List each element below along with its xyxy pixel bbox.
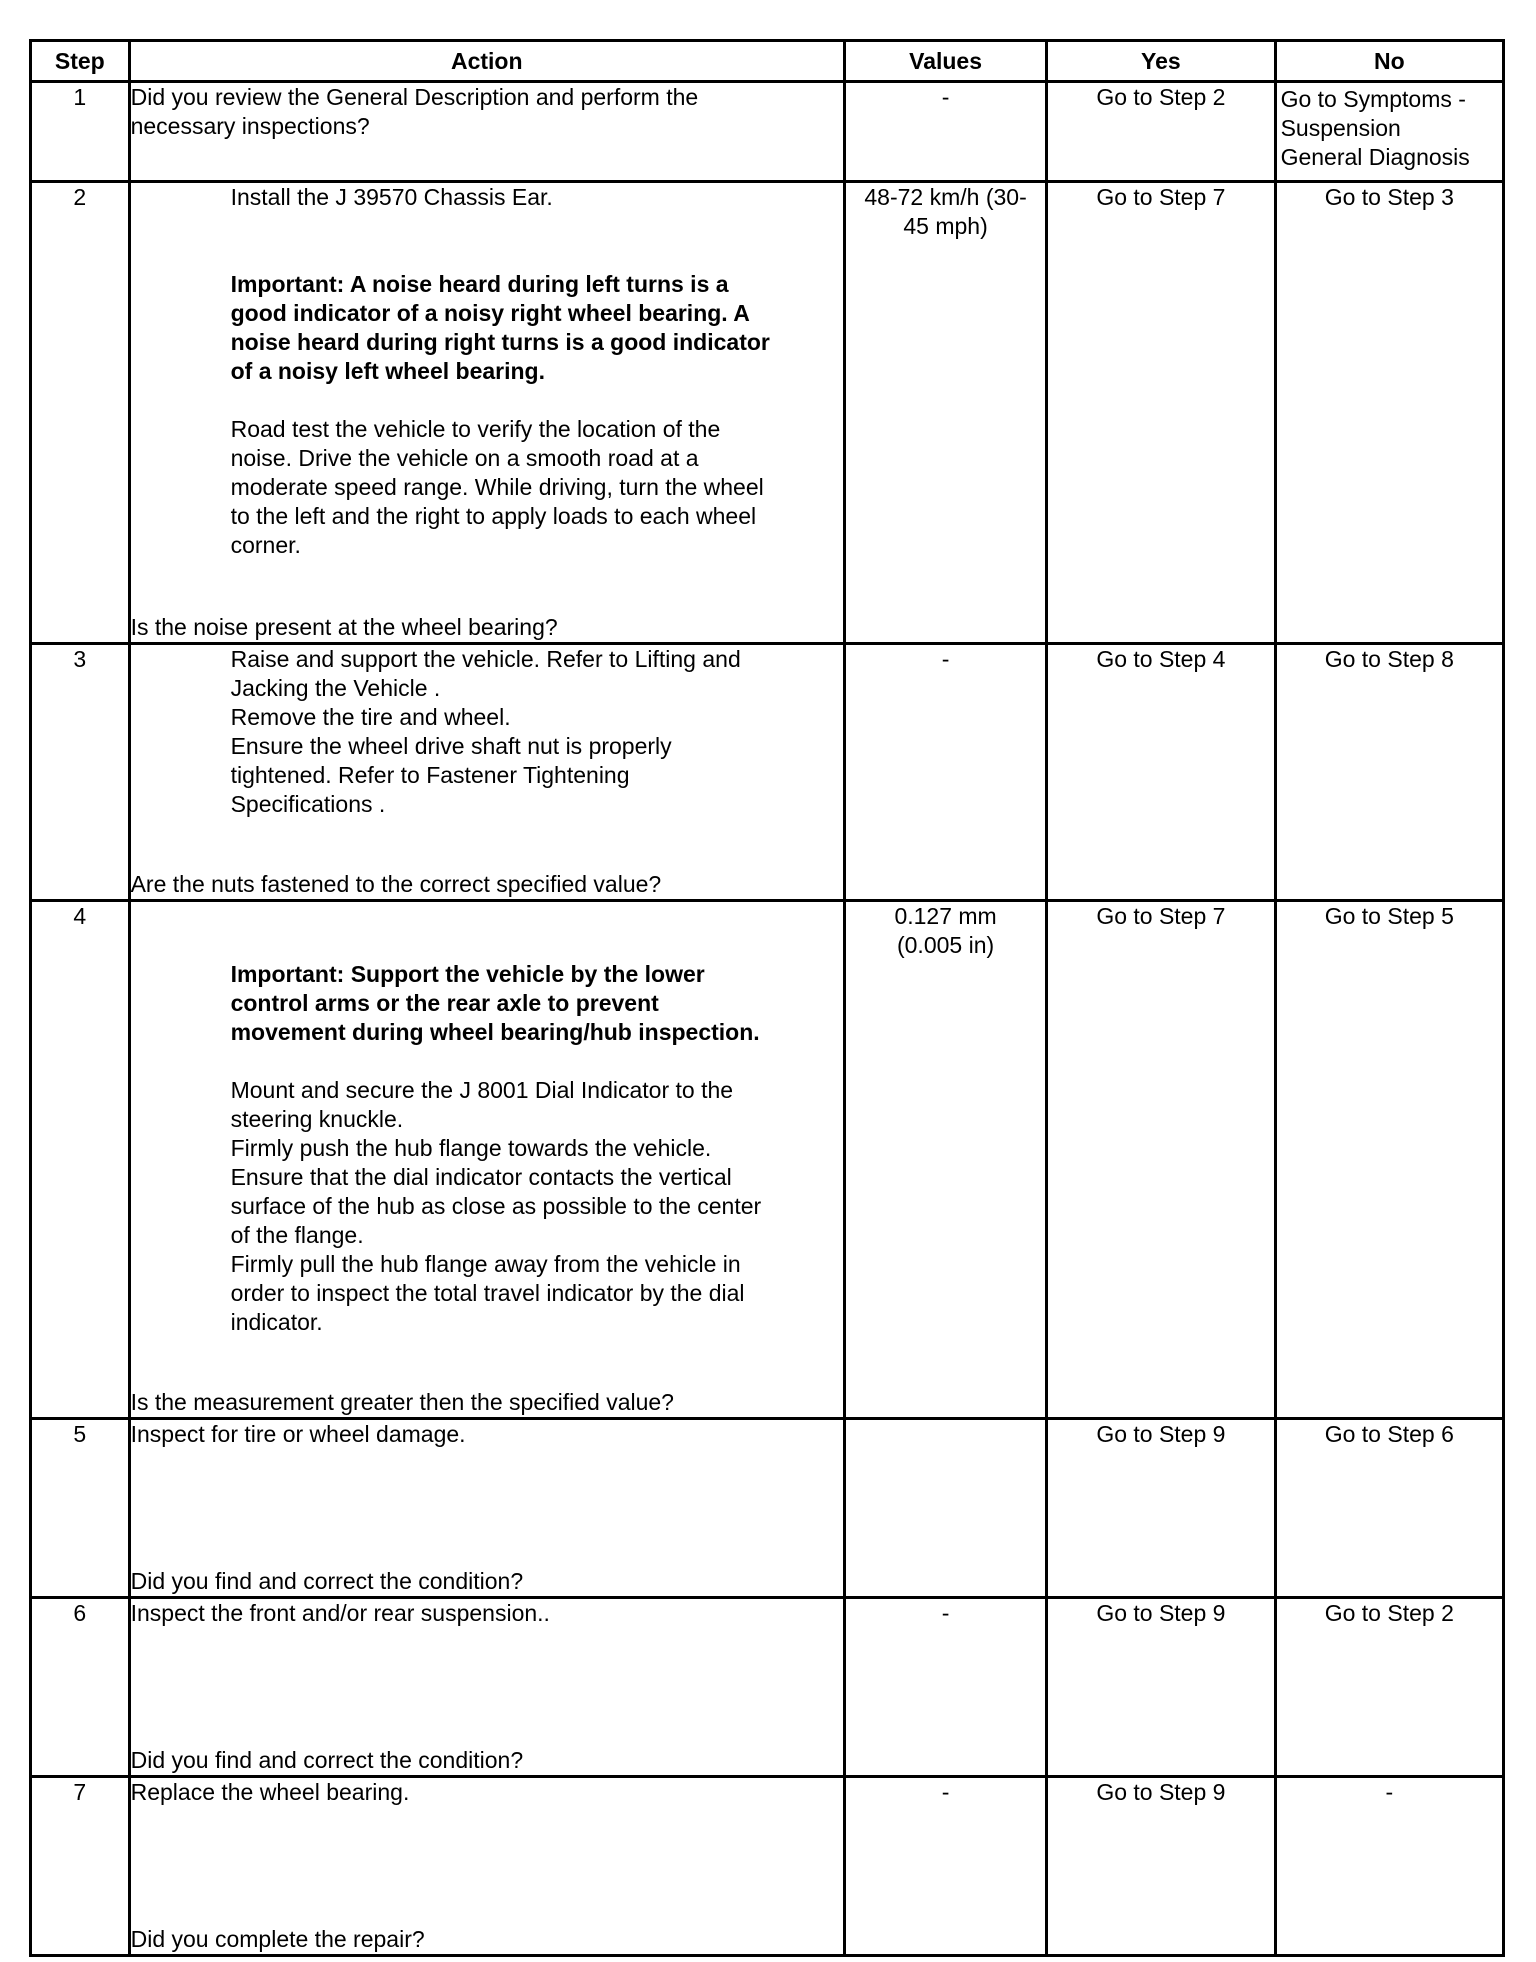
action-cell <box>129 182 844 644</box>
yes-cell: Go to Step 4 <box>1047 644 1275 901</box>
action-cell <box>129 901 844 1419</box>
values-cell <box>844 1419 1046 1598</box>
action-line: Specifications . <box>230 791 386 817</box>
value-line: 45 mph) <box>903 213 988 239</box>
action-line: Road test the vehicle to verify the location of the <box>230 416 721 442</box>
action-cell <box>129 1777 844 1956</box>
value-line: (0.005 in) <box>896 932 995 958</box>
no-cell <box>1275 82 1503 182</box>
question-text: Did you find and correct the condition? <box>130 1747 524 1773</box>
action-line: Firmly pull the hub flange away from the vehicle in <box>230 1251 741 1277</box>
important-line: good indicator of a noisy right wheel bearing. A <box>230 300 750 326</box>
step-number: 7 <box>31 1777 130 1956</box>
header-values: Values <box>844 41 1046 82</box>
action-paragraph <box>231 645 843 819</box>
important-line: Important: A noise heard during left turns is a <box>230 271 729 297</box>
action-line: indicator. <box>230 1309 323 1335</box>
important-line: movement during wheel bearing/hub inspection. <box>230 1019 760 1045</box>
action-line: Raise and support the vehicle. Refer to Lifting and <box>230 646 741 672</box>
no-text: General Diagnosis <box>1280 144 1470 170</box>
important-note <box>231 270 843 386</box>
table-row-step-2 <box>31 182 1504 644</box>
action-line: steering knuckle. <box>230 1106 404 1132</box>
action-paragraph <box>231 1076 843 1337</box>
table-row-step-3 <box>31 644 1504 901</box>
header-yes: Yes <box>1047 41 1275 82</box>
question-text: Did you complete the repair? <box>130 1926 425 1952</box>
action-text: Inspect for tire or wheel damage. <box>130 1421 466 1447</box>
important-line: Important: Support the vehicle by the lower <box>230 961 705 987</box>
action-line: Firmly push the hub flange towards the vehicle. <box>230 1135 712 1161</box>
diagnostic-table <box>29 39 1505 1957</box>
no-text: Go to Symptoms - <box>1280 86 1466 112</box>
table-row-step-4 <box>31 901 1504 1419</box>
action-line: Ensure the wheel drive shaft nut is properly <box>230 733 672 759</box>
header-no: No <box>1275 41 1503 82</box>
values-cell: - <box>844 1777 1046 1956</box>
step-number: 4 <box>31 901 130 1419</box>
header-step: Step <box>31 41 130 82</box>
action-cell <box>129 82 844 182</box>
yes-cell: Go to Step 7 <box>1047 901 1275 1419</box>
action-cell <box>129 1598 844 1777</box>
action-text: Install the J 39570 Chassis Ear. <box>230 184 553 210</box>
action-text: Replace the wheel bearing. <box>130 1779 410 1805</box>
yes-cell: Go to Step 9 <box>1047 1419 1275 1598</box>
action-line: surface of the hub as close as possible to the center <box>230 1193 762 1219</box>
step-number: 5 <box>31 1419 130 1598</box>
no-text: Suspension <box>1280 115 1401 141</box>
table-row-step-7 <box>31 1777 1504 1956</box>
action-cell <box>129 644 844 901</box>
values-cell: - <box>844 1598 1046 1777</box>
action-line: moderate speed range. While driving, turn the wheel <box>230 474 764 500</box>
action-line: of the flange. <box>230 1222 364 1248</box>
important-note <box>231 960 843 1047</box>
action-line: noise. Drive the vehicle on a smooth road at a <box>230 445 699 471</box>
step-number: 3 <box>31 644 130 901</box>
action-line: corner. <box>230 532 301 558</box>
yes-cell: Go to Step 7 <box>1047 182 1275 644</box>
action-paragraph <box>231 415 843 560</box>
header-row <box>31 41 1504 82</box>
question-text: Did you find and correct the condition? <box>130 1568 524 1594</box>
important-line: of a noisy left wheel bearing. <box>230 358 545 384</box>
step-number: 1 <box>31 82 130 182</box>
action-line: Mount and secure the J 8001 Dial Indicator to the <box>230 1077 734 1103</box>
values-cell: - <box>844 644 1046 901</box>
action-line: tightened. Refer to Fastener Tightening <box>230 762 630 788</box>
action-line: Remove the tire and wheel. <box>230 704 511 730</box>
header-action: Action <box>129 41 844 82</box>
no-cell: Go to Step 3 <box>1275 182 1503 644</box>
table-row-step-6 <box>31 1598 1504 1777</box>
no-cell: Go to Step 8 <box>1275 644 1503 901</box>
table-row-step-5 <box>31 1419 1504 1598</box>
action-line: Ensure that the dial indicator contacts the vertical <box>230 1164 732 1190</box>
question-text: Are the nuts fastened to the correct specified value? <box>130 871 662 897</box>
value-line: 48-72 km/h (30- <box>864 184 1027 210</box>
no-cell: Go to Step 2 <box>1275 1598 1503 1777</box>
action-text: Inspect the front and/or rear suspension.. <box>130 1600 550 1626</box>
action-line: to the left and the right to apply loads to each wheel <box>230 503 757 529</box>
action-text: necessary inspections? <box>130 113 370 139</box>
yes-cell: Go to Step 9 <box>1047 1598 1275 1777</box>
no-cell: - <box>1275 1777 1503 1956</box>
step-number: 6 <box>31 1598 130 1777</box>
action-line: order to inspect the total travel indicator by the dial <box>230 1280 745 1306</box>
action-text: Did you review the General Description and perform the <box>130 84 699 110</box>
yes-cell: Go to Step 9 <box>1047 1777 1275 1956</box>
action-line: Jacking the Vehicle . <box>230 675 441 701</box>
no-cell: Go to Step 5 <box>1275 901 1503 1419</box>
question-text: Is the measurement greater then the specified value? <box>130 1389 674 1415</box>
values-cell: - <box>844 82 1046 182</box>
value-line: 0.127 mm <box>894 903 997 929</box>
action-cell <box>129 1419 844 1598</box>
important-line: control arms or the rear axle to prevent <box>230 990 659 1016</box>
no-cell: Go to Step 6 <box>1275 1419 1503 1598</box>
important-line: noise heard during right turns is a good indicator <box>230 329 770 355</box>
question-text: Is the noise present at the wheel bearing? <box>130 614 558 640</box>
values-cell <box>844 182 1046 644</box>
yes-cell: Go to Step 2 <box>1047 82 1275 182</box>
step-number: 2 <box>31 182 130 644</box>
values-cell <box>844 901 1046 1419</box>
table-row-step-1 <box>31 82 1504 182</box>
